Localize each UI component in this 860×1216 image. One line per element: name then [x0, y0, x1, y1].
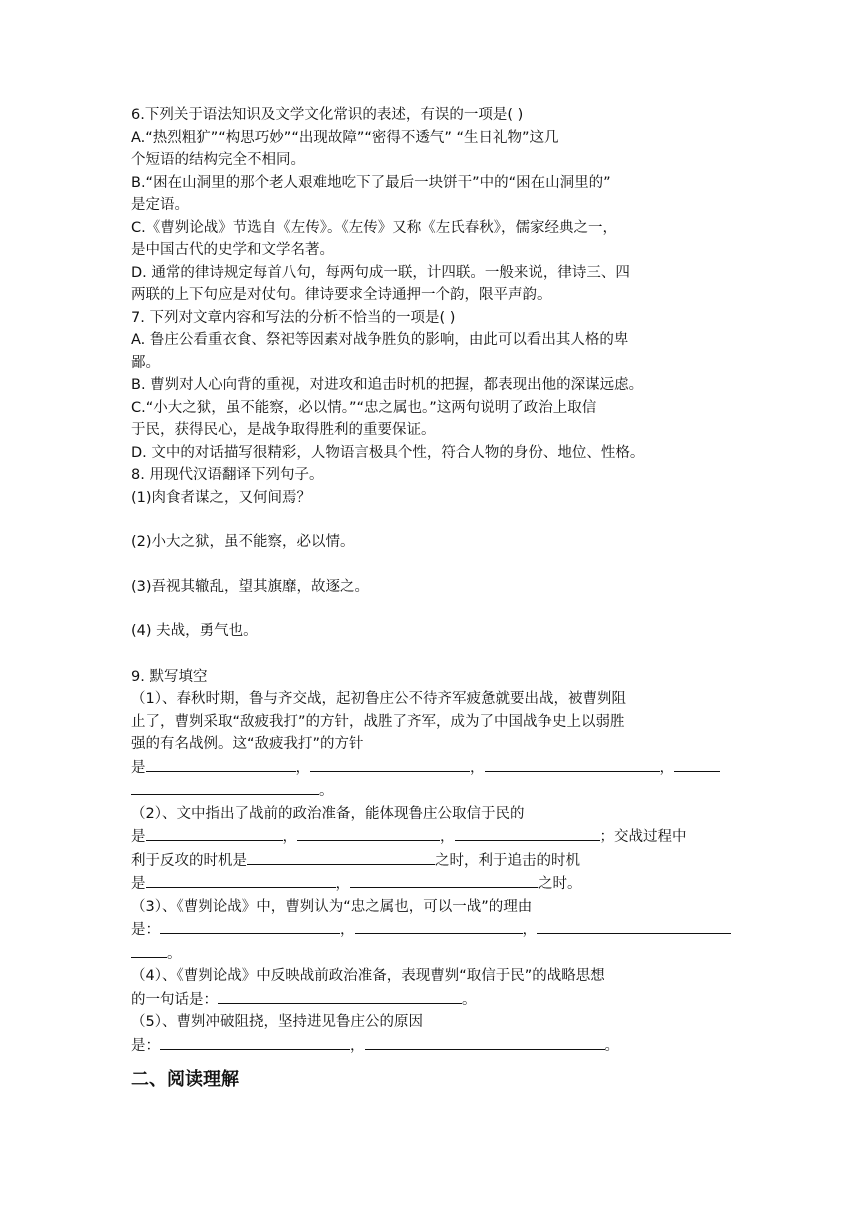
q9-part2-line3 [131, 849, 731, 873]
period: 。 [319, 783, 334, 799]
comma: ， [350, 1037, 365, 1054]
q7-option-a: A. 鲁庄公看重衣食、祭祀等因素对战争胜负的影响，由此可以看出其人格的卑 [131, 332, 629, 348]
q7-option-d: D. 文中的对话描写很精彩，人物语言极具个性，符合人物的身份、地位、性格。 [131, 444, 645, 461]
line-tail: 交战过程中 [614, 829, 687, 845]
colon: ： [145, 1037, 160, 1054]
q8-stem: 8. 用现代汉语翻译下列句子。 [131, 467, 324, 483]
comma: ， [470, 759, 485, 776]
q9-part3-line3 [131, 942, 731, 966]
comma: ， [335, 876, 350, 892]
q9-part4-line1: （4）、《曹刿论战》中反映战前政治准备，表现曹刿“取信于民”的战略思想 [131, 968, 605, 984]
q9-part1-line2: 止了，曹刿采取“敌疲我打”的方针，战胜了齐军，成为了中国战争史上以弱胜 [131, 713, 625, 730]
answer-space [131, 509, 731, 531]
fill-blank[interactable] [537, 918, 731, 934]
comma: ， [295, 759, 310, 776]
comma: ， [522, 922, 537, 938]
fill-blank[interactable] [350, 872, 538, 888]
fill-blank[interactable] [160, 918, 340, 934]
q9-part1-line4 [131, 756, 731, 780]
line-prefix: 是 [131, 759, 146, 776]
q6-option-a-cont: 个短语的结构完全不相同。 [131, 152, 305, 168]
q8-sentence-2: (2)小大之狱，虽不能察，必以情。 [131, 534, 355, 550]
answer-space [131, 643, 731, 666]
q7-stem: 7. 下列对文章内容和写法的分析不恰当的一项是( ) [131, 309, 456, 326]
fill-blank[interactable] [131, 942, 167, 958]
fill-blank[interactable] [455, 825, 600, 841]
q9-part2-line1: （2）、文中指出了战前的政治准备，能体现鲁庄公取信于民的 [131, 805, 525, 822]
fill-blank[interactable] [247, 849, 435, 865]
fill-blank[interactable] [146, 872, 336, 888]
q8-sentence-4: (4) 夫战，勇气也。 [131, 623, 258, 639]
q9-part5-line1: （5）、曹刿冲破阻挠，坚持进见鲁庄公的原因 [131, 1014, 423, 1030]
line-tail: 之时，利于追击的时机 [435, 852, 580, 869]
q9-part2-line2 [131, 825, 731, 849]
q9-part3-line1: （3）、《曹刿论战》中，曹刿认为“忠之属也，可以一战”的理由 [131, 898, 533, 915]
q8-sentence-3: (3)吾视其辙乱，望其旗靡，故逐之。 [131, 578, 370, 595]
q9-part1-line1: （1）、春秋时期，鲁与齐交战，起初鲁庄公不待齐军疲惫就要出战，被曹刿阻 [131, 691, 626, 707]
q6-option-b: B.“困在山洞里的那个老人艰难地吃下了最后一块饼干”中的“困在山洞里的” [131, 174, 611, 191]
line-prefix: 是 [131, 1037, 146, 1054]
fill-blank[interactable] [674, 756, 720, 772]
colon: ： [145, 922, 160, 938]
fill-blank[interactable] [160, 1034, 350, 1050]
document-body [131, 104, 731, 1093]
comma: ， [282, 829, 297, 845]
comma: ， [440, 829, 455, 845]
q9-part3-line2 [131, 918, 731, 942]
q6-option-b-cont: 是定语。 [131, 197, 189, 213]
section-heading: 二、阅读理解 [131, 1069, 239, 1090]
q6-option-c: C.《曹刿论战》节选自《左传》。《左传》又称《左氏春秋》，儒家经典之一， [131, 219, 617, 236]
fill-blank[interactable] [297, 825, 440, 841]
line-prefix: 是 [131, 876, 146, 892]
q7-option-a-cont: 鄙。 [131, 354, 160, 371]
semicolon: ； [599, 829, 614, 845]
fill-blank[interactable] [355, 918, 523, 934]
line-prefix: 是 [131, 829, 146, 845]
q9-part1-line5 [131, 779, 731, 803]
q8-sentence-1: (1)肉食者谋之，又何间焉？ [131, 489, 312, 506]
line-prefix: 的一句话是 [131, 991, 204, 1008]
line-prefix: 利于反攻的时机是 [131, 852, 247, 869]
q9-part1-line3: 强的有名战例。这“敌疲我打”的方针 [131, 736, 364, 752]
q7-option-c: C.“小大之狱，虽不能察，必以情。”“忠之属也。”这两句说明了政治上取信 [131, 399, 597, 416]
fill-blank[interactable] [218, 988, 462, 1004]
q6-option-d-cont: 两联的上下句应是对仗句。律诗要求全诗通押一个韵，限平声韵。 [131, 287, 552, 303]
answer-space [131, 598, 731, 620]
fill-blank[interactable] [310, 756, 470, 772]
q6-option-d: D. 通常的律诗规定每首八句，每两句成一联，计四联。一般来说，律诗三、四 [131, 264, 630, 281]
q6-option-c-cont: 是中国古代的史学和文学名著。 [131, 242, 334, 258]
fill-blank[interactable] [485, 756, 660, 772]
period: 。 [604, 1037, 619, 1054]
comma: ， [659, 759, 674, 776]
q7-option-c-cont: 于民，获得民心，是战争取得胜利的重要保证。 [131, 422, 436, 438]
q9-part5-line2 [131, 1034, 731, 1058]
fill-blank[interactable] [146, 825, 283, 841]
q9-stem: 9. 默写填空 [131, 668, 208, 685]
q9-part4-line2 [131, 988, 731, 1012]
comma: ， [340, 922, 355, 938]
fill-blank[interactable] [146, 756, 296, 772]
period: 。 [462, 991, 477, 1008]
q9-part2-line4 [131, 872, 731, 896]
fill-blank[interactable] [131, 779, 319, 795]
line-tail: 之时。 [538, 876, 582, 892]
fill-blank[interactable] [365, 1034, 605, 1050]
q7-option-b: B. 曹刿对人心向背的重视，对进攻和追击时机的把握，都表现出他的深谋远虑。 [131, 377, 644, 393]
colon: ： [203, 991, 218, 1008]
period: 。 [167, 945, 182, 962]
q6-stem: 6.下列关于语法知识及文学文化常识的表述，有误的一项是( ) [131, 107, 524, 123]
q6-option-a: A.“热烈粗犷”“构思巧妙”“出现故障”“密得不透气” “生日礼物”这几 [131, 129, 559, 146]
line-prefix: 是 [131, 922, 146, 938]
answer-space [131, 554, 731, 576]
